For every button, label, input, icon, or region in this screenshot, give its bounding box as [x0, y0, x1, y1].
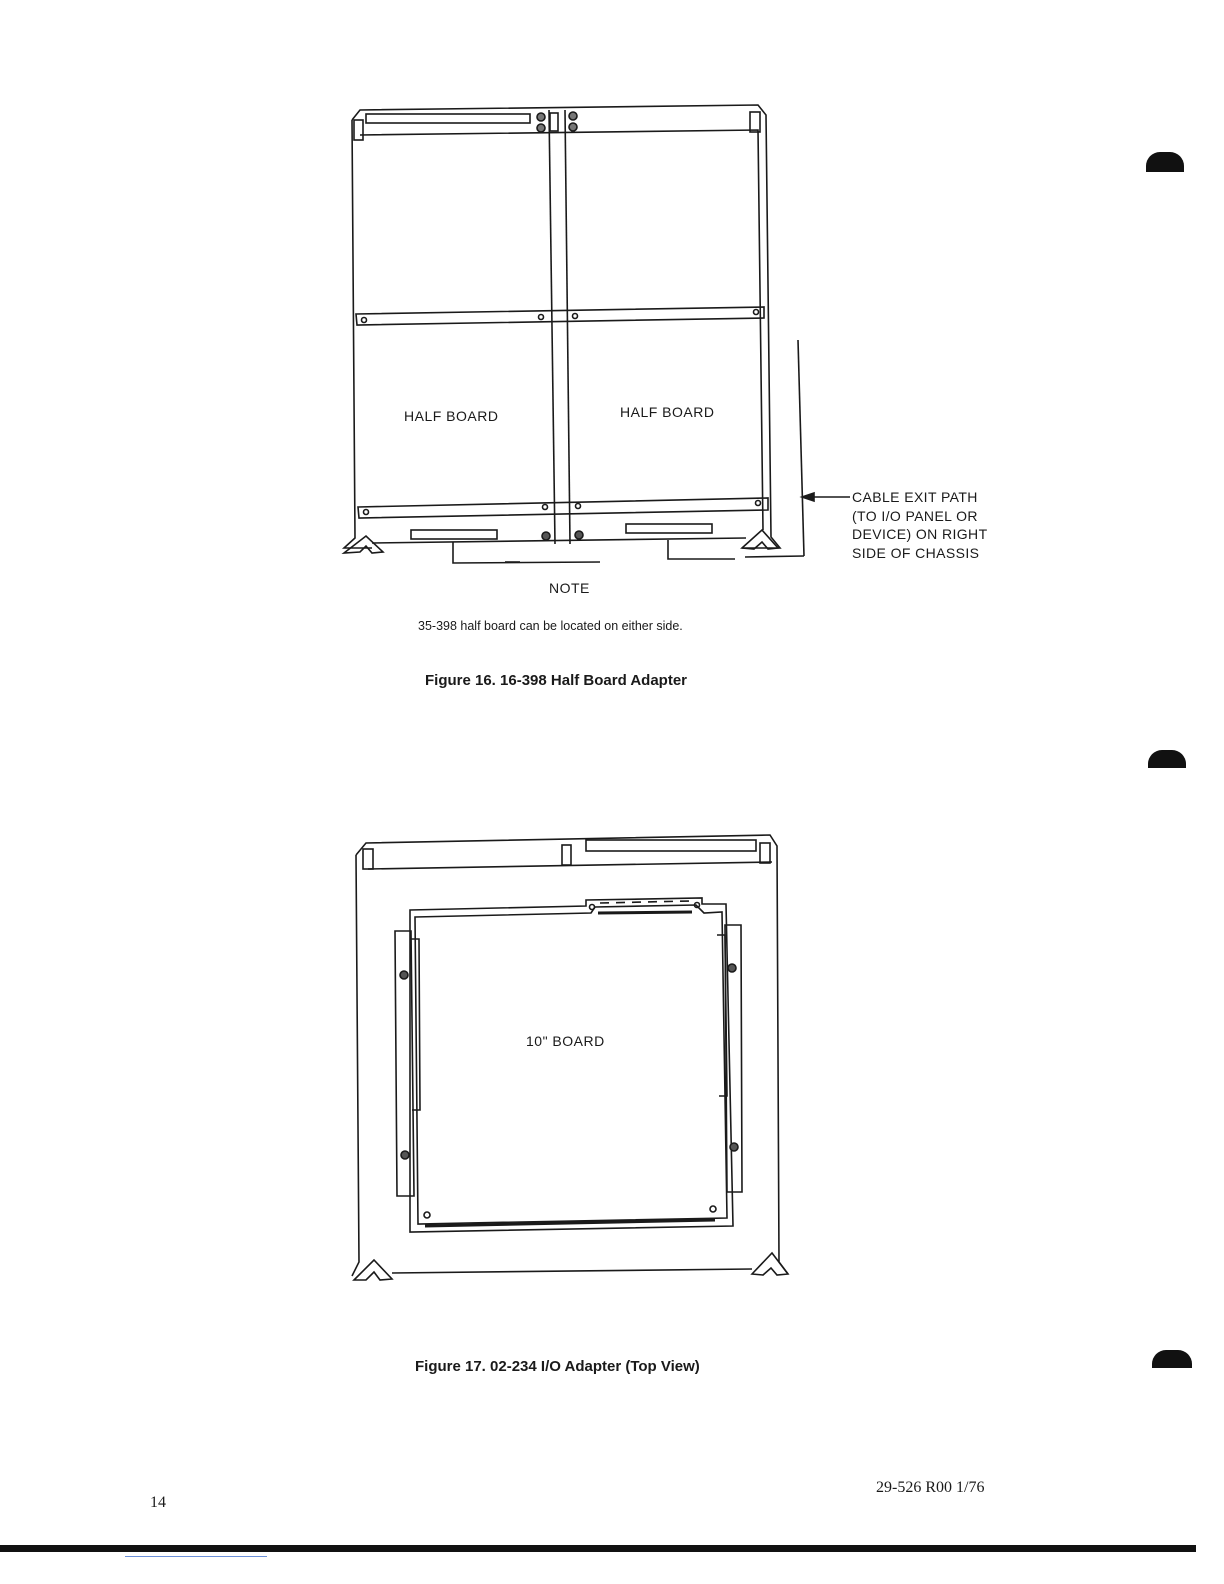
cable-label-line-4: SIDE OF CHASSIS [852, 544, 980, 561]
binder-tab-2 [1148, 750, 1186, 768]
figure-17-caption: Figure 17. 02-234 I/O Adapter (Top View) [415, 1358, 700, 1375]
binder-tab-1 [1146, 152, 1184, 172]
left-half-board-label: HALF BOARD [404, 408, 499, 424]
note-heading: NOTE [549, 580, 590, 596]
cable-label-line-1: CABLE EXIT PATH [852, 489, 978, 505]
link-underline [125, 1556, 267, 1557]
note-text: 35-398 half board can be located on either side. [418, 619, 683, 633]
doc-code: 29-526 R00 1/76 [876, 1479, 985, 1496]
bottom-rule [0, 1545, 1196, 1552]
binder-tab-3 [1152, 1350, 1192, 1368]
right-half-board-label: HALF BOARD [620, 404, 715, 420]
cable-label-line-2: (TO I/O PANEL OR [852, 507, 978, 524]
cable-label-line-3: DEVICE) ON RIGHT [852, 526, 988, 542]
page-number: 14 [150, 1494, 166, 1511]
figure-16-caption: Figure 16. 16-398 Half Board Adapter [425, 672, 688, 689]
ten-inch-board-label: 10" BOARD [526, 1033, 605, 1049]
